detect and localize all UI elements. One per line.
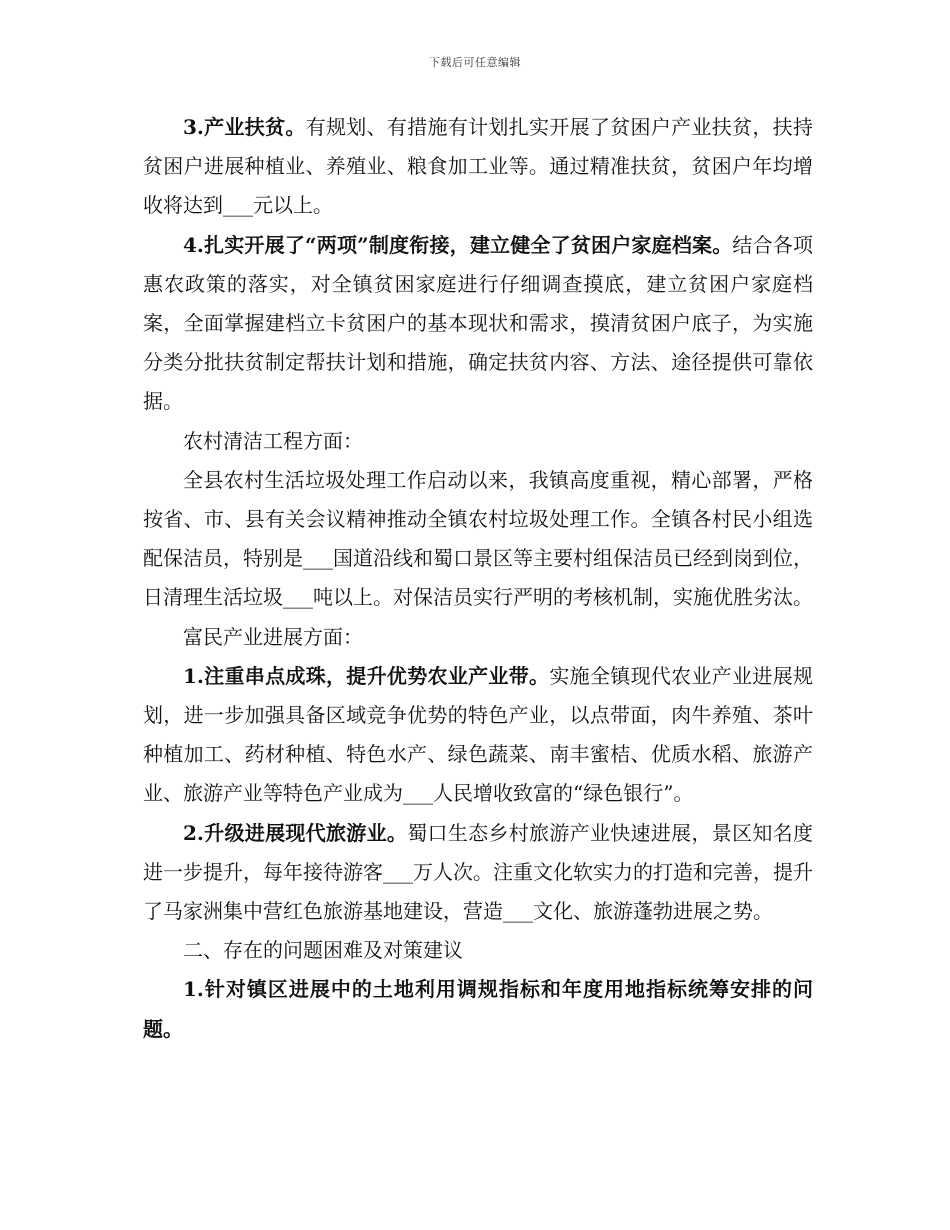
paragraph-heading: 3.产业扶贫。 — [183, 115, 306, 139]
paragraph-agriculture-belt — [143, 657, 813, 814]
paragraph-text: 二、存在的问题困难及对策建议 — [183, 938, 463, 963]
page-header: 下载后可任意编辑 — [429, 56, 521, 69]
section-heading-problems — [143, 931, 813, 970]
paragraph-garbage-processing — [143, 461, 813, 618]
paragraph-heading: 1.针对镇区进展中的土地利用调规指标和年度用地指标统筹安排的问题。 — [143, 977, 813, 1041]
document-body — [143, 108, 813, 1049]
paragraph-heading: 1.注重串点成珠，提升优势农业产业带。 — [183, 663, 550, 688]
section-label-industry-development — [143, 618, 813, 657]
paragraph-heading: 2.升级进展现代旅游业。 — [183, 820, 408, 845]
paragraph-text: 结合各项惠农政策的落实，对全镇贫困家庭进行仔细调查摸底，建立贫困户家庭档案，全面掌握建档立卡贫困户的基本现状和需求，摸清贫困户底子，为实施分类分批扶贫制定帮扶计划和措施，确定扶贫内容、方法、途径提供可靠依据。 — [143, 232, 813, 414]
paragraph-text: 蜀口生态乡村旅游产业快速进展，景区知名度进一步提升，每年接待游客___万人次。注重文化软实力的打造和完善，提升了马家洲集中营红色旅游基地建设，营造___文化、旅游蓬勃进展之势。 — [143, 820, 813, 924]
paragraph-land-use — [143, 970, 813, 1048]
paragraph-tourism — [143, 814, 813, 932]
paragraph-heading: 4.扎实开展了“两项”制度衔接，建立健全了贫困户家庭档案。 — [183, 232, 733, 257]
paragraph-household-archives — [143, 226, 813, 422]
paragraph-text: 农村清洁工程方面： — [183, 428, 363, 453]
paragraph-text: 有规划、有措施有计划扎实开展了贫困户产业扶贫，扶持贫困户进展种植业、养殖业、粮食加工业等。通过精准扶贫，贫困户年均增收将达到___元以上。 — [143, 115, 813, 218]
paragraph-text: 全县农村生活垃圾处理工作启动以来，我镇高度重视，精心部署，严格按省、市、县有关会议精神推动全镇农村垃圾处理工作。全镇各村民小组选配保洁员，特别是___国道沿线和蜀口景区等主要村组保洁员已经到岗到位，日清理生活垃圾___吨以上。对保洁员实行严明的考核机制，实施优胜劣汰。 — [143, 467, 813, 610]
paragraph-industry-poverty-relief — [143, 108, 813, 226]
paragraph-text: 实施全镇现代农业产业进展规划，进一步加强具备区域竞争优势的特色产业，以点带面，肉牛养殖、茶叶种植加工、药材种植、特色水产、绿色蔬菜、南丰蜜桔、优质水稻、旅游产业、旅游产业等特色产业成为___人民增收致富的“绿色银行”。 — [143, 663, 814, 806]
paragraph-text: 富民产业进展方面： — [183, 624, 363, 649]
section-label-rural-cleaning — [143, 422, 813, 461]
